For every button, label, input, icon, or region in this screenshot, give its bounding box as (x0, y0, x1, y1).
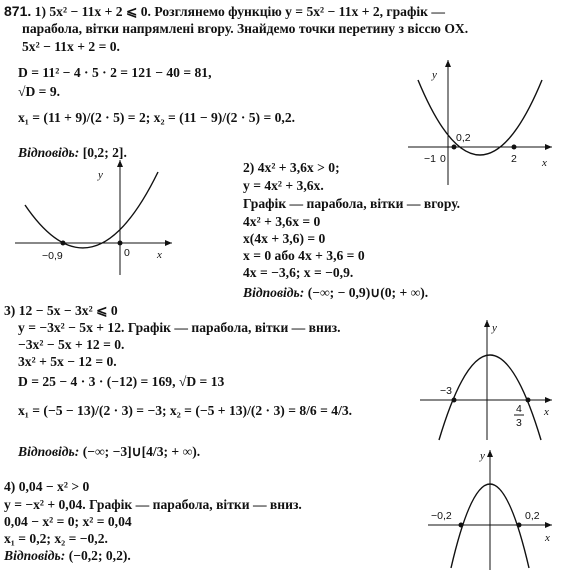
graph4-y-label: y (480, 450, 485, 462)
graph3-y-arrow (484, 320, 490, 327)
part1-discriminant: D = 11² − 4 · 5 · 2 = 121 − 40 = 81, (18, 65, 212, 80)
part1-equation: 5x² − 11x + 2 = 0. (22, 39, 120, 54)
part4-roots: x₁ = 0,2; x₂ = −0,2. (4, 531, 108, 546)
graph2-tick-minus-0-9: −0,9 (42, 250, 63, 262)
graph4-root-minus-0-2 (459, 523, 464, 528)
graph4-root-0-2 (517, 523, 522, 528)
graph3-root-minus-3 (452, 398, 457, 403)
graph4-x-label: x (545, 532, 550, 544)
graph2-x-label: x (157, 249, 162, 261)
graph4-y-arrow (487, 450, 493, 457)
part2-equation: 4x² + 3,6x = 0 (243, 214, 321, 229)
part3-roots: x₁ = (−5 − 13)/(2 · 3) = −3; x₂ = (−5 + 13)/(2 · 3) = 8/6 = 4/3. (18, 403, 353, 418)
graph3-tick-4-numerator: 4 (516, 403, 522, 415)
part4-answer-value: (−0,2; 0,2). (68, 548, 131, 563)
part1-statement-line2: парабола, вітки напрямлені вгору. Знайдемо точки перетину з віссю OX. (22, 21, 469, 36)
graph4-tick-0-2: 0,2 (525, 510, 540, 522)
graph1-root-0-2 (452, 145, 457, 150)
part2-function: y = 4x² + 3,6x. (243, 178, 324, 193)
part3-discriminant: D = 25 − 4 · 3 · (−12) = 169, √D = 13 (18, 374, 225, 389)
graph2-tick-0: 0 (124, 247, 130, 259)
part3-function: y = −3x² − 5x + 12. Графік — парабола, вітки — вниз. (18, 320, 341, 335)
graph1-y-arrow (445, 60, 451, 67)
graph3-y-label: y (492, 322, 497, 334)
graph3-tick-minus-3: −3 (440, 385, 452, 397)
part2-graph-desc: Графік — парабола, вітки — вгору. (243, 196, 461, 211)
graph3-tick-3-denominator: 3 (516, 417, 522, 429)
problem-line-1 (4, 3, 445, 20)
part1-roots: x₁ = (11 + 9)/(2 · 5) = 2; x₂ = (11 − 9)/(2 · 5) = 0,2. (18, 110, 296, 125)
part4-statement: 4) 0,04 − x² > 0 (4, 479, 90, 494)
graph1-root-2 (512, 145, 517, 150)
graph4-curve (451, 484, 529, 568)
part3-answer-label: Відповідь: (18, 444, 80, 459)
graph2-curve (25, 172, 158, 248)
part2-answer-value: (−∞; − 0,9)∪(0; + ∞). (307, 285, 429, 300)
part2-factored: x(4x + 3,6) = 0 (243, 231, 326, 246)
graph4-tick-minus-0-2: −0,2 (431, 510, 452, 522)
problem-number: 871. (4, 3, 32, 19)
part2-answer-label: Відповідь: (243, 285, 305, 300)
graph2-root-minus-0-9 (61, 241, 66, 246)
graph3-root-4-3 (526, 398, 531, 403)
part3-equation: −3x² − 5x + 12 = 0. (18, 337, 125, 352)
graph2-root-0 (118, 241, 123, 246)
graph3-curve (439, 355, 541, 440)
graph1-tick-minus-1: −1 (424, 153, 436, 165)
part4-answer-label: Відповідь: (4, 548, 66, 563)
graph3-x-arrow (545, 397, 552, 403)
part4-answer (4, 548, 131, 564)
part4-function: y = −x² + 0,04. Графік — парабола, вітки — вниз. (4, 497, 302, 512)
part1-statement-line1: 1) 5x² − 11x + 2 ⩽ 0. Розглянемо функцію y = 5x² − 11x + 2, графік — (34, 4, 445, 19)
part2-cases: x = 0 або 4x + 3,6 = 0 (243, 248, 365, 263)
part1-answer-label: Відповідь: (18, 145, 80, 160)
graph2-x-arrow (165, 240, 172, 246)
part3-answer (18, 444, 200, 460)
part2-answer (243, 285, 428, 301)
part1-answer-value: [0,2; 2]. (82, 145, 127, 160)
graph1-curve (418, 80, 542, 155)
part3-answer-value: (−∞; −3]∪[4/3; + ∞). (82, 444, 201, 459)
part3-equation-normalized: 3x² + 5x − 12 = 0. (18, 354, 117, 369)
part1-answer (18, 145, 127, 161)
graph3-x-label: x (544, 406, 549, 418)
part4-equation: 0,04 − x² = 0; x² = 0,04 (4, 514, 132, 529)
graph2-y-label: y (98, 169, 103, 181)
graph1-tick-0: 0 (440, 153, 446, 165)
graph1-tick-0-2: 0,2 (456, 132, 471, 144)
graph1-y-label: y (432, 69, 437, 81)
graph1-x-label: x (542, 157, 547, 169)
graph2-y-arrow (117, 160, 123, 167)
part2-statement: 2) 4x² + 3,6x > 0; (243, 160, 340, 175)
graph4-x-arrow (545, 522, 552, 528)
part3-statement: 3) 12 − 5x − 3x² ⩽ 0 (4, 303, 118, 318)
graph1-x-arrow (545, 144, 552, 150)
part1-sqrt-d: √D = 9. (18, 84, 61, 99)
graph1-tick-2: 2 (511, 153, 517, 165)
part2-solution: 4x = −3,6; x = −0,9. (243, 265, 354, 280)
